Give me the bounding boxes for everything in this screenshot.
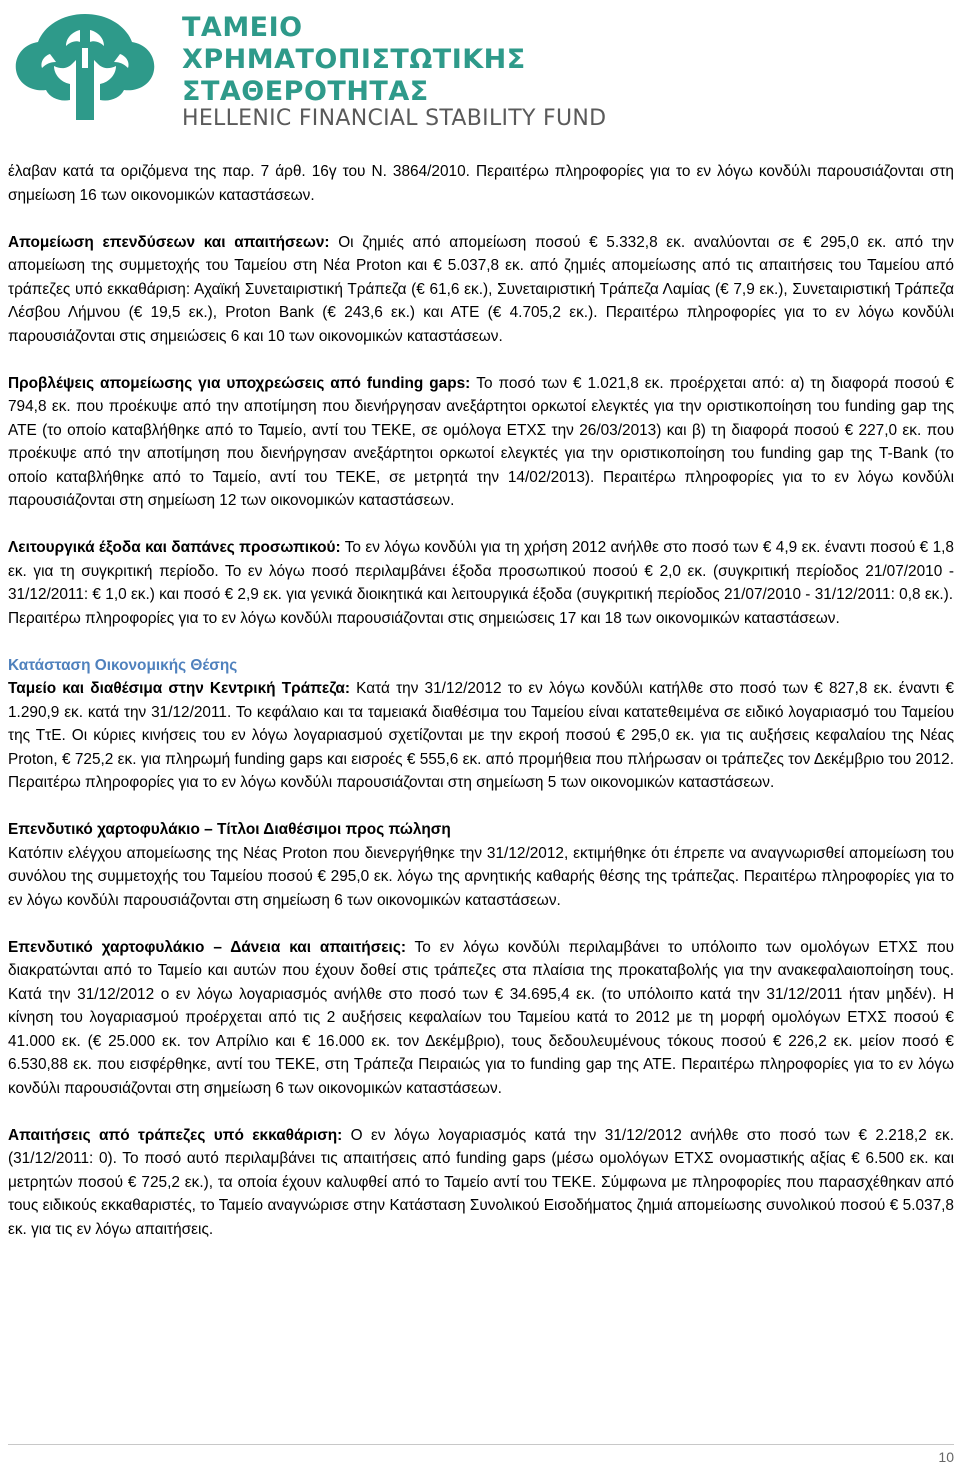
paragraph-6	[8, 677, 954, 795]
paragraph-2-text: Οι ζημιές από απομείωση ποσού € 5.332,8 εκ. αναλύονται σε € 295,0 εκ. από την απομείωση της συμμετοχής του Ταμείου στη Νέα Proton και € 5.037,8 εκ. από ζημιές απομείωσης από τις απαιτήσεις του Ταμείου από τράπεζες υπό εκκαθάριση: Αχαϊκή Συνεταιριστική Τράπεζα (€ 61,6 εκ.), Συνεταιριστική Τράπεζα Λαμίας (€ 7,9 εκ.), Συνεταιριστική Τράπεζα Λέσβου Λήμνου (€ 19,5 εκ.), Proton Bank (€ 243,6 εκ.) και ΑΤΕ (€ 4.705,2 εκ.). Περαιτέρω πληροφορίες για το εν λόγω κονδύλι παρουσιάζονται στις σημειώσεις 6 και 10 των οικονομικών καταστάσεων.	[8, 233, 955, 345]
page-number: 10	[938, 1449, 954, 1465]
paragraph-7-label: Επενδυτικό χαρτοφυλάκιο – Τίτλοι Διαθέσιμοι προς πώληση	[8, 821, 451, 838]
logo-line-3: ΣΤΑΘΕΡΟΤΗΤΑΣ	[182, 76, 429, 107]
paragraph-6-text: Κατά την 31/12/2012 το εν λόγω κονδύλι κατήλθε στο ποσό των € 827,8 εκ. έναντι € 1.290,9 εκ. κατά την 31/12/2011. Το κεφάλαιο και τα ταμειακά διαθέσιμα του Ταμείου είναι κατατεθειμένα σε ειδικό λογαριασμό του Ταμείου της ΤτΕ. Οι κύριες κινήσεις του εν λόγω λογαριασμού σχετίζονται με την εκροή ποσού € 295,0 εκ. για τις αυξήσεις κεφαλαίου της Νέας Proton, € 725,2 εκ. για πληρωμή funding gaps και εισροές € 555,6 εκ. από προμήθεια που πλήρωσαν οι τράπεζες τον Δεκέμβριο του 2012. Περαιτέρω πληροφορίες για το εν λόγω κονδύλι παρουσιάζονται στη σημείωση 5 των οικονομικών καταστάσεων.	[8, 680, 955, 791]
paragraph-4	[8, 536, 954, 607]
paragraph-4-label: Λειτουργικά έξοδα και δαπάνες προσωπικού:	[8, 539, 341, 556]
section-heading: Κατάσταση Οικονομικής Θέσης	[8, 656, 238, 674]
paragraph-9-text: Ο εν λόγω λογαριασμός κατά την 31/12/2012 ανήλθε στο ποσό των € 2.218,2 εκ. (31/12/2011: 0). Το ποσό αυτό περιλαμβάνει τις απαιτήσεις από funding gaps (μέσω ομολόγων ΕΤΧΣ ονομαστικής αξίας € 6.500 εκ. και μετρητών ποσού € 725,2 εκ.), τα οποία έχουν καλυφθεί από το Ταμείο αντί του ΤΕΚΕ. Σύμφωνα με πληροφορίες που παρασχέθηκαν από τους ειδικούς εκκαθαριστές, το Ταμείο αναγνώρισε στην Κατάσταση Συνολικού Εισοδήματος ζημιά απομείωσης συνολικού ποσού € 5.037,8 εκ. για τις εν λόγω απαιτήσεις.	[8, 1126, 954, 1238]
paragraph-2-label: Απομείωση επενδύσεων και απαιτήσεων:	[8, 233, 330, 251]
paragraph-8	[8, 936, 954, 1101]
paragraph-3	[8, 372, 954, 513]
paragraph-8-label: Επενδυτικό χαρτοφυλάκιο – Δάνεια και απαιτήσεις:	[8, 938, 406, 956]
tree-emblem-icon	[10, 8, 160, 126]
logo-line-2: ΧΡΗΜΑΤΟΠΙΣΤΩΤΙΚΗΣ	[182, 44, 526, 75]
paragraph-5: Περαιτέρω πληροφορίες για το εν λόγω κονδύλι παρουσιάζονται στις σημειώσεις 17 και 18 των οικονομικών καταστάσεων.	[8, 609, 840, 627]
logo-line-1: ΤΑΜΕΙΟ	[182, 12, 303, 43]
paragraph-2	[8, 231, 954, 349]
footer-divider	[8, 1444, 954, 1445]
hfsf-logo	[10, 6, 630, 130]
paragraph-9	[8, 1124, 954, 1242]
paragraph-7-text: Κατόπιν ελέγχου απομείωσης της Νέας Proton που διενεργήθηκε την 31/12/2012, εκτιμήθηκε ότι έπρεπε να αναγνωρισθεί απομείωση του συνόλου της συμμετοχής του Ταμείου ποσού € 295,0 εκ. λόγω της αρνητικής καθαρής θέσης της τράπεζας. Περαιτέρω πληροφορίες για το εν λόγω κονδύλι παρουσιάζονται στη σημείωση 6 των οικονομικών καταστάσεων.	[8, 844, 954, 909]
paragraph-4-text: Το εν λόγω κονδύλι για τη χρήση 2012 ανήλθε στο ποσό των € 4,9 εκ. έναντι ποσού € 1,8 εκ. για τη συγκριτική περίοδο. Το εν λόγω ποσό περιλαμβάνει έξοδα προσωπικού ποσού € 2,0 εκ. (συγκριτική περίοδος 21/07/2010 - 31/12/2011: € 1,0 εκ.) και ποσό € 2,9 εκ. για γενικά διοικητικά και λειτουργικά έξοδα (συγκριτική περίοδος 21/07/2010 - 31/12/2011: 0,8 εκ.).	[8, 539, 954, 603]
paragraph-1: έλαβαν κατά τα οριζόμενα της παρ. 7 άρθ. 16γ του Ν. 3864/2010. Περαιτέρω πληροφορίες για το εν λόγω κονδύλι παρουσιάζονται στη σημείωση 16 των οικονομικών καταστάσεων.	[8, 163, 954, 204]
paragraph-8-text: Το εν λόγω κονδύλι περιλαμβάνει το υπόλοιπο των ομολόγων ΕΤΧΣ που διακρατώνται από το Ταμείο και αυτών που έχουν δοθεί στις τράπεζες στα πλαίσια της προκαταβολής για την ανακεφαλαιοποίηση τους. Κατά την 31/12/2012 ο εν λόγω λογαριασμός ανήλθε στο ποσό των € 34.695,4 εκ. (το υπόλοιπο κατά την 31/12/2011 ήταν μηδέν). Η κίνηση του λογαριασμού προέρχεται από τις 2 αυξήσεις κεφαλαίων του Ταμείου κατά το 2012 με τη μορφή ομολόγων ΕΤΧΣ ποσού € 41.000 εκ. (€ 25.000 εκ. τον Απρίλιο και € 16.000 εκ. τον Δεκέμβριο), τους δεδουλευμένους τόκους ποσού € 226,2 εκ. μείον ποσό € 6.530,88 εκ. που εισφέρθηκε, αντί του ΤΕΚΕ, στη Τράπεζα Πειραιώς για το funding gap της ΑΤΕ. Περαιτέρω πληροφορίες για το εν λόγω κονδύλι παρουσιάζονται στη σημείωση 6 των οικονομικών καταστάσεων.	[8, 938, 954, 1097]
paragraph-9-label: Απαιτήσεις από τράπεζες υπό εκκαθάριση:	[8, 1126, 343, 1144]
paragraph-3-text: Το ποσό των € 1.021,8 εκ. προέρχεται από: α) τη διαφορά ποσού € 794,8 εκ. που προέκυψε από την αποτίμηση που διενήργησαν ανεξάρτητοι ορκωτοί ελεγκτές για την οριστικοποίηση του funding gap της ΑΤΕ (το οποίο καταβλήθηκε από το Ταμείο, αντί του ΤΕΚΕ, σε ομόλογα ΕΤΧΣ την 26/03/2013) και β) τη διαφορά ποσού € 227,0 εκ. που προέκυψε από την αποτίμηση που διενήργησαν ανεξάρτητοι ορκωτοί ελεγκτές για την οριστικοποίηση του funding gap της T-Bank (το οποίο καταβλήθηκε από το Ταμείο, αντί του ΤΕΚΕ, σε μετρητά την 14/02/2013). Περαιτέρω πληροφορίες για το εν λόγω κονδύλι παρουσιάζονται στη σημείωση 12 των οικονομικών καταστάσεων.	[8, 374, 954, 509]
document-body	[8, 160, 954, 1241]
paragraph-6-label: Ταμείο και διαθέσιμα στην Κεντρική Τράπεζα:	[8, 680, 351, 697]
paragraph-3-label: Προβλέψεις απομείωσης για υποχρεώσεις από funding gaps:	[8, 374, 471, 392]
logo-line-english: HELLENIC FINANCIAL STABILITY FUND	[182, 106, 607, 131]
